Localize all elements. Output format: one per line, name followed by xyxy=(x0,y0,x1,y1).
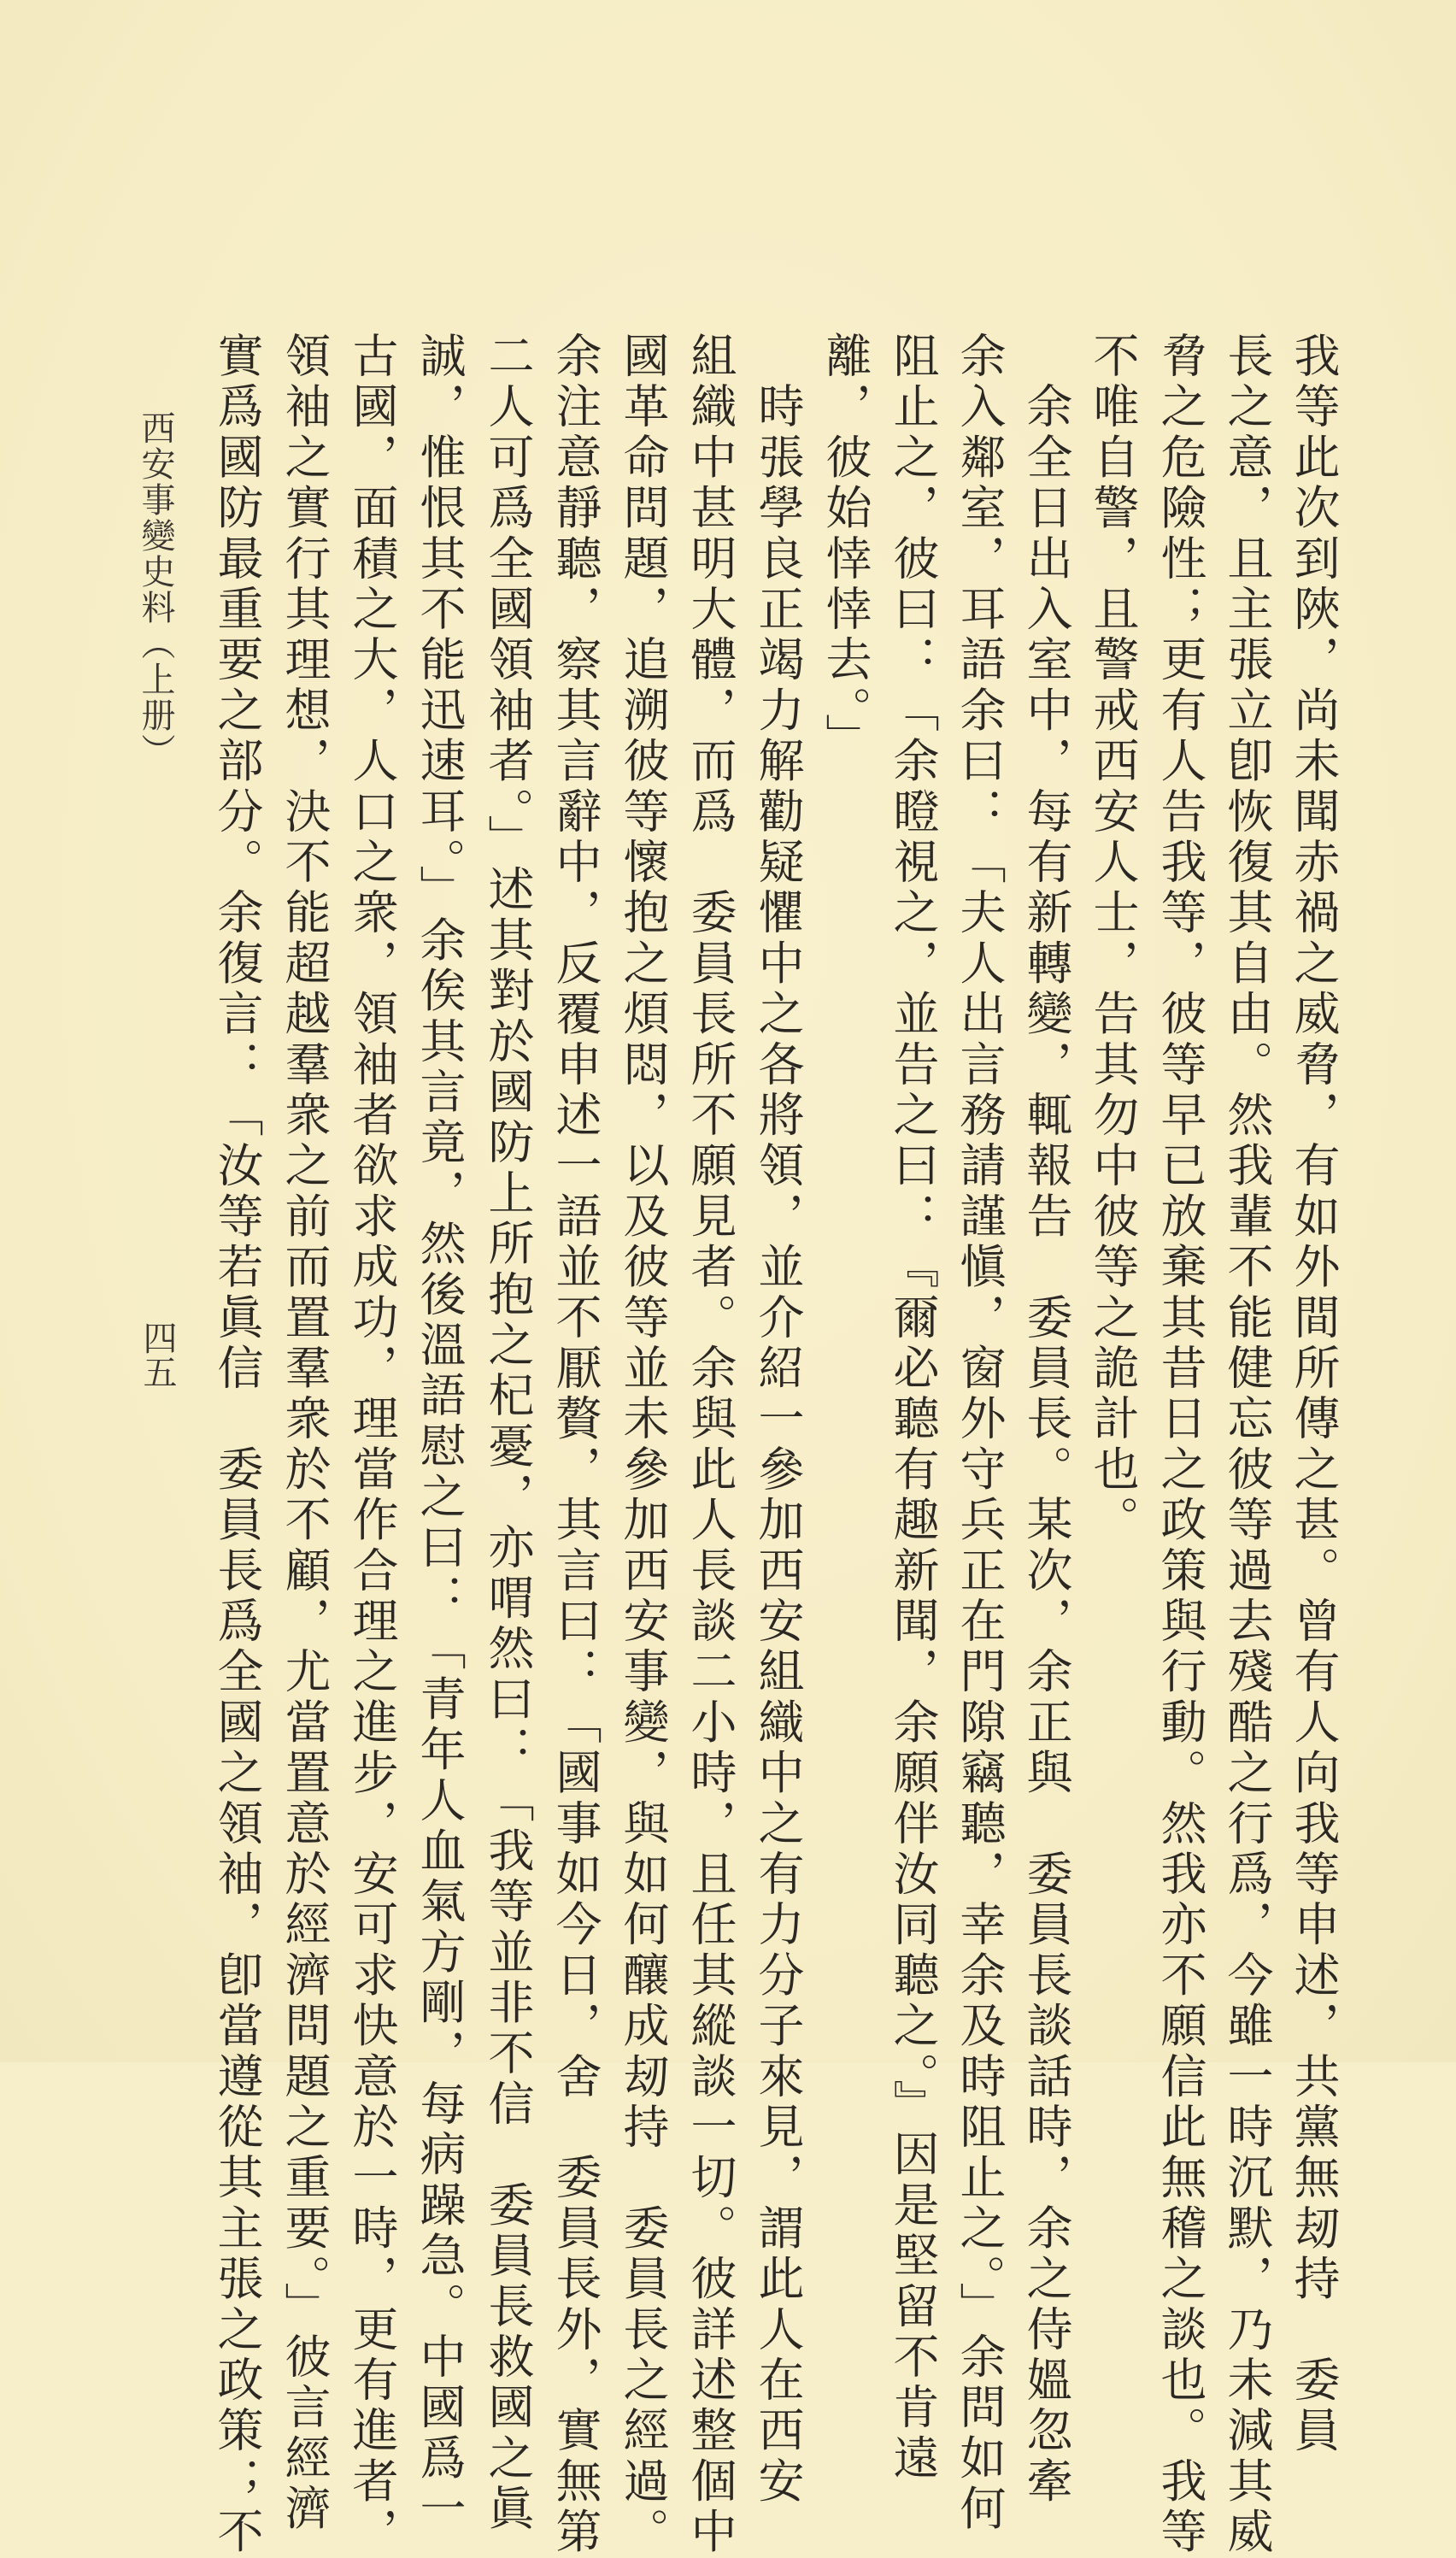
text-column-15: 古國，面積之大，人口之衆，領袖者欲求成功，理當作合理之進步，安可求快意於一時，更有進者， xyxy=(345,332,399,2558)
text-column-10: 組織中甚明大體，而爲 委員長所不願見者。余與此人長談二小時，且任其縱談一切。彼詳述整個中 xyxy=(684,332,737,2558)
page-number: 四五 xyxy=(138,1320,177,1389)
text-column-4: 不唯自警，且警戒西安人士，告其勿中彼等之詭計也。 xyxy=(1086,332,1140,1546)
text-column-7: 阻止之，彼曰：「余瞪視之，並告之曰：『爾必聽有趣新聞，余願伴汝同聽之。』因是堅留不肯遠 xyxy=(886,332,940,2484)
running-book-title: 西安事變史料（上册） xyxy=(136,410,175,769)
text-column-9: 時張學良正竭力解勸疑懼中之各將領，並介紹一參加西安組織中之有力分子來見，謂此人在西安 xyxy=(751,332,805,2508)
text-column-2: 長之意，且主張立卽恢復其自由。然我輩不能健忘彼等過去殘酷之行爲，今雖一時沉默，乃未減其威 xyxy=(1220,332,1274,2558)
text-column-1: 我等此次到陜，尚未聞赤禍之威脅，有如外間所傳之甚。曾有人向我等申述，共黨無刼持 委員 xyxy=(1287,332,1341,2457)
text-column-8: 離，彼始悻悻去。」 xyxy=(819,332,872,764)
text-column-11: 國革命問題，追溯彼等懷抱之煩悶，以及彼等並未參加西安事變，與如何釀成刼持 委員長之經過。 xyxy=(616,332,670,2558)
text-column-17: 實爲國防最重要之部分。余復言：「汝等若眞信 委員長爲全國之領袖，卽當遵從其主張之政策；不 xyxy=(210,332,264,2558)
text-column-14: 誠，惟恨其不能迅速耳。」余俟其言竟，然後溫語慰之曰：「青年人血氣方剛，每病躁急。中國爲一 xyxy=(413,332,467,2535)
text-column-13: 二人可爲全國領袖者。」述其對於國防上所抱之杞憂，亦喟然曰：「我等並非不信 委員長救國之眞 xyxy=(481,332,535,2535)
text-column-12: 余注意靜聽，察其言辭中，反覆申述一語並不厭贅，其言曰：「國事如今日，舍 委員長外，實無第 xyxy=(549,332,602,2558)
text-column-3: 脅之危險性；更有人告我等，彼等早已放棄其昔日之政策與行動。然我亦不願信此無稽之談也。我等 xyxy=(1154,332,1207,2558)
text-column-16: 領袖之實行其理想，決不能超越羣衆之前而置羣衆於不顧，尤當置意於經濟問題之重要。」彼言經濟 xyxy=(278,332,332,2535)
text-column-6: 余入鄰室，耳語余曰：「夫人出言務請謹愼，窗外守兵正在門隙竊聽，幸余及時阻止之。」余問如何 xyxy=(953,332,1007,2535)
text-column-5: 余全日出入室中，每有新轉變，輒報告 委員長。某次，余正與 委員長談話時，余之侍媼忽牽 xyxy=(1019,332,1073,2508)
